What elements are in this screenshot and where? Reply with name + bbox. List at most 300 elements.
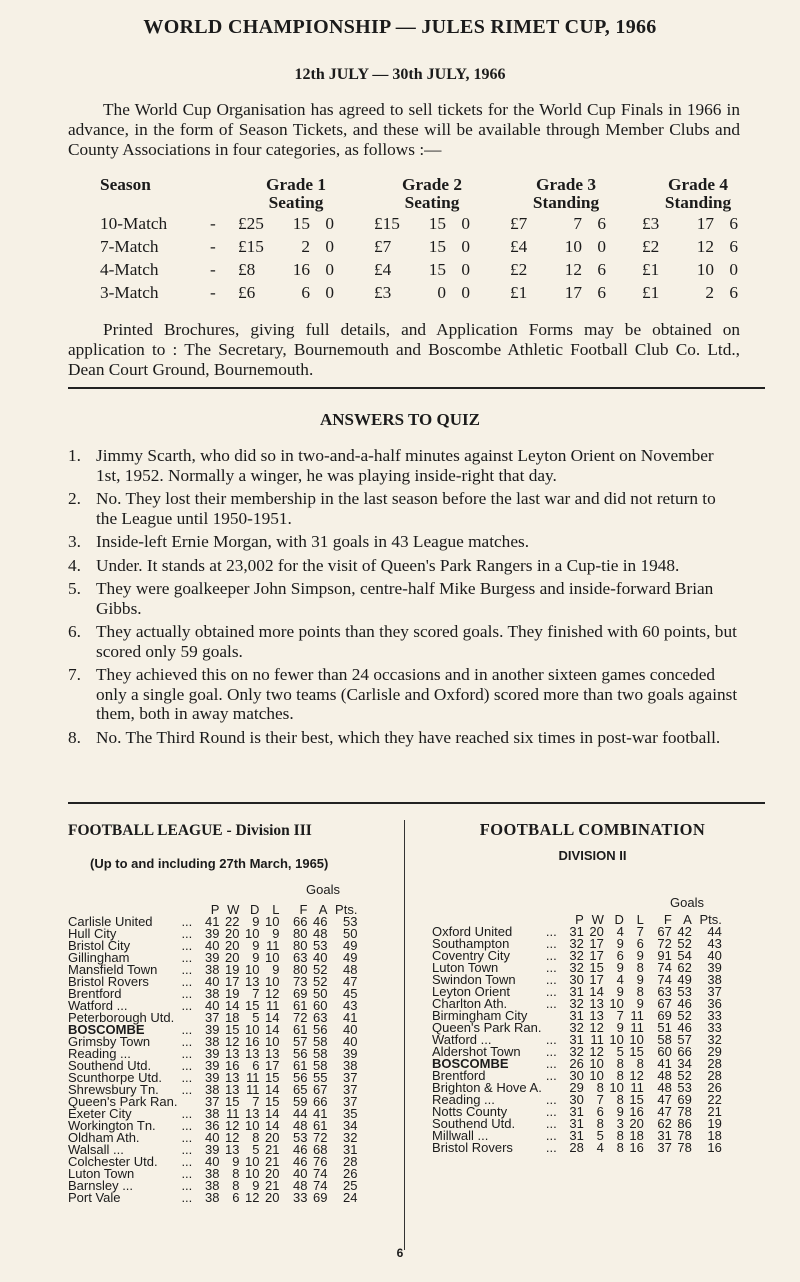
leader-dots: ... (181, 974, 193, 989)
dash: - (210, 213, 216, 233)
team-name: Brentford (432, 1068, 486, 1083)
stat-w: 17 (589, 936, 604, 951)
stat-w: 19 (224, 986, 240, 1001)
price-part: 0 (461, 236, 470, 256)
stat-w: 4 (596, 1140, 604, 1155)
stat-pts: 39 (707, 960, 722, 975)
stat-pts: 37 (342, 1094, 358, 1109)
leader-dots: ... (545, 1128, 557, 1143)
stat-a: 48 (312, 926, 328, 941)
stat-p: 38 (204, 962, 220, 977)
col-d: D (614, 912, 624, 927)
section-divider (68, 802, 765, 804)
team-name: Oldham Ath. (68, 1130, 140, 1145)
price-part: £2 (642, 236, 660, 256)
stat-f: 62 (657, 1116, 672, 1131)
leader-dots: ... (181, 950, 193, 965)
stat-p: 39 (204, 1070, 220, 1085)
stat-p: 38 (204, 1034, 220, 1049)
stat-a: 41 (312, 1106, 328, 1121)
header-season: Season (100, 175, 151, 194)
stat-pts: 39 (342, 1046, 358, 1061)
price-g4 (632, 212, 764, 235)
leader-dots: ... (181, 1130, 193, 1145)
quiz-answer (68, 622, 740, 661)
quiz-answer (68, 665, 740, 724)
price-g2 (364, 212, 500, 235)
price-part: £8 (238, 259, 256, 279)
stat-w: 22 (224, 914, 240, 929)
stat-f: 80 (292, 926, 308, 941)
stat-l: 20 (264, 1130, 280, 1145)
stat-w: 17 (589, 972, 604, 987)
stat-d: 10 (244, 1154, 260, 1169)
stat-a: 69 (677, 1092, 692, 1107)
stat-pts: 38 (707, 972, 722, 987)
stat-p: 39 (204, 1046, 220, 1061)
leader-dots (542, 1010, 562, 1022)
price-part: £1 (642, 259, 660, 279)
stat-f: 61 (292, 1022, 308, 1037)
stat-f: 47 (657, 1092, 672, 1107)
stat-pts: 24 (342, 1190, 358, 1205)
stat-p: 30 (569, 1068, 584, 1083)
stat-a: 52 (312, 974, 328, 989)
stat-pts: 28 (342, 1154, 358, 1169)
stat-a: 34 (677, 1056, 692, 1071)
table-row (68, 1192, 357, 1204)
stat-f: 80 (292, 962, 308, 977)
stat-p: 40 (204, 1130, 220, 1145)
col-pts: Pts. (699, 912, 722, 927)
col-w: W (591, 912, 604, 927)
stat-w: 8 (596, 1080, 604, 1095)
price-part: 0 (325, 236, 334, 256)
price-part: £7 (374, 236, 392, 256)
col-l: L (636, 912, 644, 927)
team-name: Port Vale (68, 1190, 121, 1205)
stat-l: 11 (630, 1008, 644, 1023)
leader-dots: ... (181, 1166, 193, 1181)
answer-number: 5. (68, 579, 81, 598)
combination-title: FOOTBALL COMBINATION (479, 820, 706, 839)
stat-pts: 26 (342, 1166, 358, 1181)
header-grade-3: Grade 3 Standing (532, 175, 600, 212)
leader-dots: ... (181, 1058, 193, 1073)
leader-dots: ... (545, 1032, 557, 1047)
col-f: F (663, 912, 672, 927)
price-part: 6 (729, 282, 738, 302)
leader-dots: ... (545, 1056, 557, 1071)
stat-f: 74 (657, 960, 672, 975)
answer-number: 8. (68, 727, 81, 747)
leader-dots: ... (181, 998, 193, 1013)
stat-pts: 37 (342, 1070, 358, 1085)
stat-a: 52 (677, 1068, 692, 1083)
stat-f: 51 (657, 1020, 672, 1035)
stat-pts: 41 (342, 1010, 358, 1025)
stat-l: 9 (272, 926, 280, 941)
col-f: F (299, 902, 308, 917)
stat-f: 56 (292, 1070, 308, 1085)
stat-p: 31 (569, 1104, 584, 1119)
leader-dots: ... (545, 1116, 557, 1131)
stat-w: 12 (224, 1034, 240, 1049)
stat-f: 59 (292, 1094, 308, 1109)
stat-pts: 16 (707, 1140, 722, 1155)
stat-d: 10 (609, 996, 624, 1011)
stat-a: 60 (312, 998, 328, 1013)
stat-p: 31 (569, 1128, 584, 1143)
price-part: £15 (374, 213, 400, 233)
stat-d: 9 (252, 914, 260, 929)
col-l: L (272, 902, 280, 917)
team-name: Millwall ... (432, 1128, 489, 1143)
quiz-answer (68, 579, 740, 618)
stat-p: 38 (204, 1166, 220, 1181)
price-part: £1 (642, 282, 660, 302)
stat-w: 15 (589, 960, 604, 975)
stat-w: 13 (224, 1142, 240, 1157)
season-label: 7-Match (100, 236, 159, 256)
stat-f: 46 (292, 1154, 308, 1169)
stat-pts: 53 (342, 914, 358, 929)
stat-l: 15 (264, 1070, 280, 1085)
stat-l: 17 (264, 1058, 280, 1073)
quiz-answer (68, 532, 740, 552)
leader-dots: ... (181, 938, 193, 953)
stat-d: 9 (616, 984, 624, 999)
price-g2 (364, 235, 500, 258)
stat-a: 52 (677, 1008, 692, 1023)
quiz-answer (68, 446, 740, 485)
col-p: P (210, 902, 220, 917)
stat-a: 78 (677, 1140, 692, 1155)
stat-f: 61 (292, 998, 308, 1013)
stat-d: 9 (252, 1178, 260, 1193)
price-part: 0 (461, 282, 470, 302)
price-part: 6 (729, 213, 738, 233)
stat-p: 36 (204, 1118, 220, 1133)
stat-p: 31 (569, 1116, 584, 1131)
leader-dots: ... (181, 926, 193, 941)
leader-dots: ... (181, 914, 193, 929)
stat-d: 10 (244, 962, 260, 977)
leader-dots: ... (545, 1044, 557, 1059)
stat-w: 12 (224, 1130, 240, 1145)
stat-p: 38 (204, 1178, 220, 1193)
stat-l: 10 (264, 914, 280, 929)
price-part: 0 (461, 259, 470, 279)
dash: - (210, 236, 216, 256)
stat-d: 5 (252, 1010, 260, 1025)
stat-f: 48 (657, 1068, 672, 1083)
stat-f: 69 (657, 1008, 672, 1023)
stat-p: 32 (569, 1044, 584, 1059)
stat-f: 69 (292, 986, 308, 1001)
stat-a: 49 (677, 972, 692, 987)
team-name: Brentford (68, 986, 122, 1001)
stat-w: 8 (596, 1116, 604, 1131)
quiz-answer (68, 489, 740, 528)
stat-l: 8 (636, 984, 644, 999)
stat-w: 17 (224, 974, 240, 989)
stat-w: 20 (589, 924, 604, 939)
leader-dots: ... (181, 962, 193, 977)
team-name: Southend Utd. (432, 1116, 516, 1131)
season-label: 3-Match (100, 282, 159, 302)
leader-dots: ... (181, 1034, 193, 1049)
team-name: Hull City (68, 926, 117, 941)
stat-pts: 49 (342, 950, 358, 965)
stat-pts: 48 (342, 962, 358, 977)
stat-l: 10 (264, 974, 280, 989)
stat-d: 9 (616, 960, 624, 975)
price-part: 16 (292, 259, 310, 279)
leader-dots: ... (545, 1068, 557, 1083)
team-name: Luton Town (432, 960, 499, 975)
season-label: 10-Match (100, 213, 168, 233)
stat-l: 21 (264, 1178, 280, 1193)
stat-a: 53 (677, 1080, 692, 1095)
stat-f: 56 (292, 1046, 308, 1061)
stat-f: 66 (292, 914, 308, 929)
team-name: Shrewsbury Tn. (68, 1082, 159, 1097)
price-g3 (500, 235, 632, 258)
col-a: A (683, 912, 692, 927)
stat-p: 29 (569, 1080, 584, 1095)
price-part: £7 (510, 213, 528, 233)
stat-pts: 22 (707, 1092, 722, 1107)
stat-f: 33 (292, 1190, 308, 1205)
team-name: Peterborough Utd. (68, 1010, 175, 1025)
leader-dots: ... (545, 960, 557, 975)
stat-a: 40 (312, 950, 328, 965)
team-name: Leyton Orient (432, 984, 511, 999)
stat-d: 10 (609, 1080, 624, 1095)
stat-a: 54 (677, 948, 692, 963)
stat-pts: 36 (707, 996, 722, 1011)
header-grade-1: Grade 1 Seating (266, 175, 326, 212)
stat-d: 15 (244, 998, 260, 1013)
team-name: Scunthorpe Utd. (68, 1070, 162, 1085)
stat-w: 13 (224, 1082, 240, 1097)
col-d: D (250, 902, 260, 917)
stat-a: 78 (677, 1128, 692, 1143)
stat-d: 5 (616, 1044, 624, 1059)
stat-w: 13 (224, 1070, 240, 1085)
tournament-dates: 12th JULY — 30th JULY, 1966 (294, 66, 506, 83)
stat-w: 13 (589, 996, 604, 1011)
stat-l: 21 (264, 1142, 280, 1157)
stat-pts: 32 (342, 1130, 358, 1145)
stat-l: 12 (264, 986, 280, 1001)
leader-dots: ... (181, 1070, 193, 1085)
stat-w: 7 (596, 1092, 604, 1107)
stat-a: 58 (312, 1034, 328, 1049)
stat-w: 10 (589, 1056, 604, 1071)
stat-f: 72 (292, 1010, 308, 1025)
price-part: 2 (705, 282, 714, 302)
team-name: Reading ... (68, 1046, 131, 1061)
price-g3 (500, 258, 632, 281)
stat-a: 74 (312, 1166, 328, 1181)
stat-d: 13 (244, 1106, 260, 1121)
answer-text: Inside-left Ernie Morgan, with 31 goals in 43 League matches. (96, 532, 530, 551)
stat-a: 46 (312, 914, 328, 929)
section-divider (68, 387, 765, 389)
price-g4 (632, 235, 764, 258)
stat-w: 11 (590, 1032, 604, 1047)
stat-f: 74 (657, 972, 672, 987)
answer-text: Jimmy Scarth, who did so in two-and-a-half minutes against Leyton Orient on November 1st, 1952. Normally a winger, he was playing inside-right that day. (96, 446, 714, 485)
stat-f: 61 (292, 1058, 308, 1073)
stat-w: 16 (224, 1058, 240, 1073)
stat-f: 48 (292, 1118, 308, 1133)
stat-f: 37 (657, 1140, 672, 1155)
stat-p: 32 (569, 948, 584, 963)
stat-f: 53 (292, 1130, 308, 1145)
price-g2 (364, 258, 500, 281)
header-grade-2: Grade 2 Seating (402, 175, 462, 212)
price-g4 (632, 258, 764, 281)
team-name: Bristol Rovers (68, 974, 149, 989)
leader-dots: ... (181, 1046, 193, 1061)
team-name: Swindon Town (432, 972, 516, 987)
stat-p: 40 (204, 974, 220, 989)
stat-l: 6 (636, 936, 644, 951)
stat-l: 18 (629, 1128, 644, 1143)
price-part: 15 (292, 213, 310, 233)
header-grade-4: Grade 4 Standing (664, 175, 732, 212)
stat-a: 58 (312, 1046, 328, 1061)
stat-w: 5 (596, 1128, 604, 1143)
stat-l: 9 (636, 972, 644, 987)
team-name: Colchester Utd. (68, 1154, 158, 1169)
stat-p: 38 (204, 1106, 220, 1121)
price-part: £25 (238, 213, 264, 233)
league-table (68, 904, 357, 1204)
stat-a: 46 (677, 1020, 692, 1035)
stat-p: 31 (569, 924, 584, 939)
ticket-row (100, 235, 764, 258)
stat-d: 9 (616, 1020, 624, 1035)
stat-w: 19 (224, 962, 240, 977)
team-name: BOSCOMBE (68, 1022, 145, 1037)
stat-f: 46 (292, 1142, 308, 1157)
stat-f: 48 (292, 1178, 308, 1193)
stat-p: 26 (569, 1056, 584, 1071)
stat-l: 8 (636, 960, 644, 975)
stat-p: 40 (204, 1154, 220, 1169)
stat-d: 7 (252, 986, 260, 1001)
price-part: 6 (597, 213, 606, 233)
price-g1 (228, 212, 364, 235)
stat-pts: 37 (707, 984, 722, 999)
dash: - (210, 282, 216, 302)
price-g1 (228, 258, 364, 281)
leader-dots: ... (545, 936, 557, 951)
stat-f: 60 (657, 1044, 672, 1059)
stat-w: 6 (596, 1104, 604, 1119)
stat-d: 8 (616, 1128, 624, 1143)
combination-table (432, 914, 722, 1154)
leader-dots: ... (545, 948, 557, 963)
price-part: 6 (597, 259, 606, 279)
stat-p: 40 (204, 938, 220, 953)
leader-dots: ... (545, 1104, 557, 1119)
price-part: 12 (696, 236, 714, 256)
stat-d: 6 (252, 1058, 260, 1073)
stat-l: 14 (264, 1082, 280, 1097)
stat-pts: 40 (342, 1034, 358, 1049)
leader-dots: ... (181, 1154, 193, 1169)
table-row (432, 1142, 722, 1154)
stat-a: 57 (677, 1032, 692, 1047)
stat-w: 14 (589, 984, 604, 999)
stat-w: 10 (589, 1068, 604, 1083)
team-name: Exeter City (68, 1106, 132, 1121)
stat-l: 20 (264, 1166, 280, 1181)
stat-p: 41 (204, 914, 220, 929)
stat-pts: 47 (342, 974, 358, 989)
stat-w: 12 (224, 1118, 240, 1133)
leader-dots: ... (181, 1178, 193, 1193)
stat-d: 16 (244, 1034, 260, 1049)
stat-f: 63 (657, 984, 672, 999)
team-name: Reading ... (432, 1092, 495, 1107)
team-name: Oxford United (432, 924, 513, 939)
stat-l: 12 (629, 1068, 644, 1083)
answer-number: 2. (68, 489, 81, 508)
ticket-row (100, 258, 764, 281)
stat-w: 15 (224, 1094, 240, 1109)
stat-l: 14 (264, 1010, 280, 1025)
ticket-row (100, 212, 764, 235)
stat-pts: 33 (707, 1020, 722, 1035)
stat-a: 56 (312, 1022, 328, 1037)
stat-pts: 38 (342, 1058, 358, 1073)
stat-l: 7 (636, 924, 644, 939)
answer-text: No. The Third Round is their best, which they have reached six times in post-war football. (96, 727, 721, 747)
stat-d: 7 (616, 1008, 624, 1023)
stat-a: 55 (312, 1070, 328, 1085)
stat-a: 61 (312, 1118, 328, 1133)
answer-text: Under. It stands at 23,002 for the visit of Queen's Park Rangers in a Cup-tie in 1948. (96, 555, 680, 575)
stat-a: 52 (677, 936, 692, 951)
stat-a: 66 (677, 1044, 692, 1059)
leader-dots: ... (181, 1022, 193, 1037)
stat-l: 15 (629, 1044, 644, 1059)
stat-d: 11 (245, 1082, 260, 1097)
stat-f: 80 (292, 938, 308, 953)
stat-f: 67 (657, 924, 672, 939)
stat-pts: 29 (707, 1044, 722, 1059)
team-name: Gillingham (68, 950, 130, 965)
team-name: Bristol Rovers (432, 1140, 513, 1155)
answer-number: 7. (68, 665, 81, 684)
stat-f: 57 (292, 1034, 308, 1049)
answer-text: No. They lost their membership in the last season before the last war and did not return to the League until 1950-1951. (96, 489, 716, 528)
price-part: 0 (437, 282, 446, 302)
price-part: 15 (428, 259, 446, 279)
price-part: £3 (642, 213, 660, 233)
price-g3 (500, 212, 632, 235)
price-part: 15 (428, 236, 446, 256)
intro-paragraph: The World Cup Organisation has agreed to sell tickets for the World Cup Finals in 1966 in advance, in the form of Season Tickets, and these will be available through Member Clubs and County Associations in four categories, as follows :— (68, 100, 740, 159)
stat-a: 50 (312, 986, 328, 1001)
team-name: Notts County (432, 1104, 508, 1119)
